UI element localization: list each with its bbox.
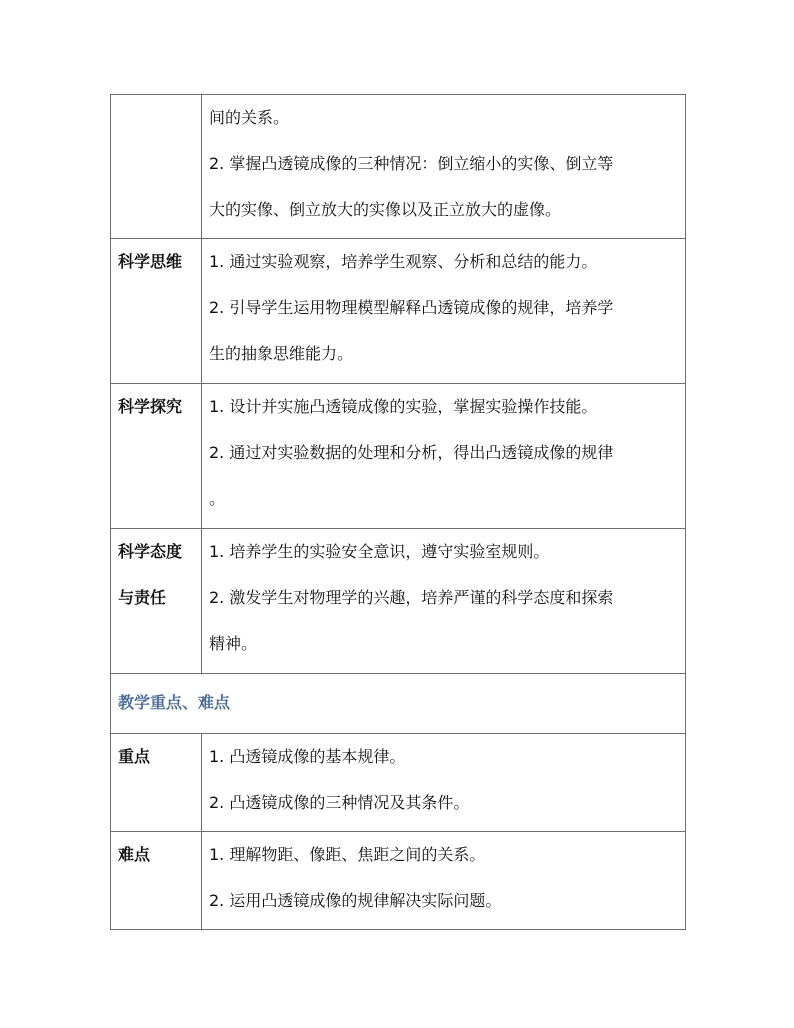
content-line: 1. 设计并实施凸透镜成像的实验，掌握实验操作技能。 <box>209 397 598 416</box>
content-line: 1. 理解物距、像距、焦距之间的关系。 <box>209 845 486 864</box>
row-content <box>202 832 686 930</box>
content-line: 大的实像、倒立放大的实像以及正立放大的虚像。 <box>209 200 562 219</box>
row-label-text: 重点 <box>118 747 151 766</box>
row-content <box>202 529 686 674</box>
table-row <box>111 384 686 529</box>
content-line: 1. 培养学生的实验安全意识，遵守实验室规则。 <box>209 542 550 561</box>
table-row <box>111 95 686 239</box>
content-line: 1. 通过实验观察，培养学生观察、分析和总结的能力。 <box>209 252 598 271</box>
section-heading-row <box>111 674 686 734</box>
row-label-text: 科学思维 <box>118 252 183 271</box>
objectives-table <box>110 94 686 930</box>
table-row <box>111 239 686 384</box>
content-line: 2. 运用凸透镜成像的规律解决实际问题。 <box>209 891 502 910</box>
content-line: 生的抽象思维能力。 <box>209 344 354 363</box>
content-line: 2. 引导学生运用物理模型解释凸透镜成像的规律，培养学 <box>209 298 614 317</box>
row-label-text: 科学探究 <box>118 397 183 416</box>
row-content <box>202 95 686 239</box>
section-heading: 教学重点、难点 <box>111 674 686 734</box>
content-line: 2. 激发学生对物理学的兴趣，培养严谨的科学态度和探索 <box>209 588 614 607</box>
content-line: 精神。 <box>209 634 258 653</box>
row-label <box>111 239 202 384</box>
table-row <box>111 832 686 930</box>
row-content <box>202 239 686 384</box>
row-label <box>111 384 202 529</box>
row-label <box>111 832 202 930</box>
table-row <box>111 529 686 674</box>
row-label-empty <box>111 95 202 239</box>
content-line: 2. 通过对实验数据的处理和分析，得出凸透镜成像的规律 <box>209 443 614 462</box>
content-line: 间的关系。 <box>209 108 290 127</box>
table-row <box>111 734 686 832</box>
row-label-text: 难点 <box>118 845 151 864</box>
row-content <box>202 734 686 832</box>
content-line: 2. 掌握凸透镜成像的三种情况：倒立缩小的实像、倒立等 <box>209 154 614 173</box>
content-line: 2. 凸透镜成像的三种情况及其条件。 <box>209 793 470 812</box>
row-label <box>111 529 202 674</box>
row-label-text: 与责任 <box>118 588 167 607</box>
row-label <box>111 734 202 832</box>
row-label-text: 科学态度 <box>118 542 183 561</box>
content-line: 。 <box>209 489 226 508</box>
row-content <box>202 384 686 529</box>
content-line: 1. 凸透镜成像的基本规律。 <box>209 747 406 766</box>
